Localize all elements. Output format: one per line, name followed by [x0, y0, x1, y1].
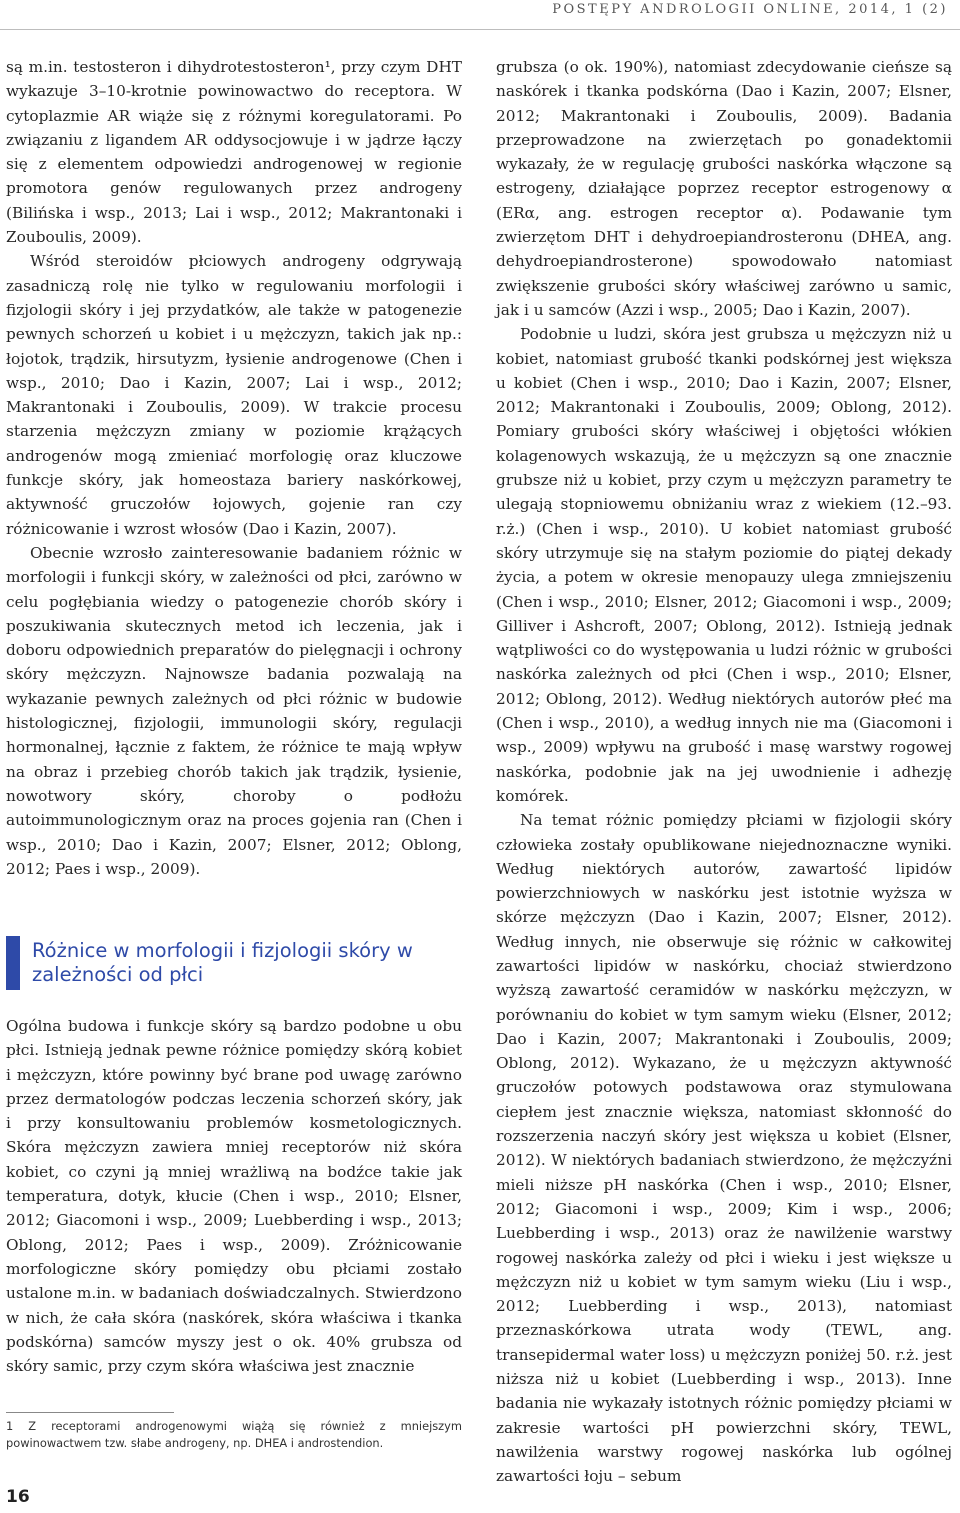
- right-paragraph-1: grubsza (o ok. 190%), natomiast zdecydowanie cieńsze są naskórek i tkanka podskórna (Dao i Kazin, 2007; Elsner, 2012; Makrantonaki i Zouboulis, 2009). Badania przeprowadzone na zwierzętach po gonadektomii wykazały, że w regulację grubości naskórka włączone są estrogeny, działające poprzez receptor estrogenowy α (ERα, ang. estrogen receptor α). Podawanie tym zwierzętom DHT i dehydroepiandrosteronu (DHEA, ang. dehydroepiandrosterone) spowodowało natomiast zwiększenie grubości skóry właściwej zarówno u samic, jak i u samców (Azzi i wsp., 2005; Dao i Kazin, 2007).: [496, 58, 952, 319]
- left-paragraph-3: Obecnie wzrosło zainteresowanie badaniem różnic w morfologii i funkcji skóry, w zależności od płci, zarówno w celu pogłębiania wiedzy o patogenezie chorób skóry i poszukiwania skutecznych metod ich leczenia, jak i doboru odpowiednich preparatów do pielęgnacji i ochrony skóry mężczyzn. Najnowsze badania pozwalają na wykazanie pewnych zależnych od płci różnic w budowie histologicznej, fizjologii, immunologii skóry, regulacji hormonalnej, łącznie z faktem, że różnice te mają wpływ na obraz i przebieg chorób takich jak trądzik, łysienie, nowotwory skóry, choroby o podłożu autoimmunologicznym oraz na proces gojenia ran (Chen i wsp., 2010; Dao i Kazin, 2007; Elsner, 2012; Oblong, 2012; Paes i wsp., 2009).: [6, 543, 462, 878]
- right-column: [496, 55, 952, 1489]
- footnote-rule: [6, 1412, 174, 1413]
- left-column: [6, 55, 462, 881]
- section-heading-text: Różnice w morfologii i fizjologii skóry w zależności od płci: [32, 939, 413, 986]
- left-paragraph-4: Ogólna budowa i funkcje skóry są bardzo podobne u obu płci. Istnieją jednak pewne różnice pomiędzy skórą kobiet i mężczyzn, które powinny być brane pod uwagę zarówno przez dermatologów podczas leczenia schorzeń skóry, jak i przy konsultowaniu problemów kosmetologicznych. Skóra mężczyzn zawiera mniej receptorów niż skóra kobiet, co czyni ją mniej wrażliwą na bodźce takie jak temperatura, dotyk, kłucie (Chen i wsp., 2010; Elsner, 2012; Giacomoni i wsp., 2009; Luebberding i wsp., 2013; Oblong, 2012; Paes i wsp., 2009). Zróżnicowanie morfologiczne skóry pomiędzy obu płciami zostało ustalone m.in. w badaniach doświadczalnych. Stwierdzono w nich, że cała skóra (naskórek, skóra właściwa i tkanka podskórna) samców myszy jest o ok. 40% grubsza od skóry samic, przy czym skóra właściwa jest znacznie: [6, 1017, 462, 1376]
- heading-accent-bar: [6, 936, 20, 990]
- footnote: 1 Z receptorami androgenowymi wiążą się również z mniejszym powinowactwem tzw. słabe androgeny, np. DHEA i androstendion.: [6, 1419, 462, 1450]
- running-header: POSTĘPY ANDROLOGII ONLINE, 2014, 1 (2): [552, 2, 948, 17]
- left-column-lower: [6, 1014, 462, 1378]
- right-paragraph-2: Podobnie u ludzi, skóra jest grubsza u mężczyzn niż u kobiet, natomiast grubość tkanki podskórnej jest większa u kobiet (Chen i wsp., 2010; Dao i Kazin, 2007; Elsner, 2012; Makrantonaki i Zouboulis, 2009; Oblong, 2012). Pomiary grubości skóry właściwej i objętości włókien kolagenowych wskazują, że u mężczyzn są one znacznie grubsze niż u kobiet, przy czym u mężczyzn parametry te ulegają stopniowemu obniżaniu wraz z wiekiem (12.–93. r.ż.) (Chen i wsp., 2010). U kobiet natomiast grubość skóry utrzymuje się na stałym poziomie do piątej dekady życia, a potem w okresie menopauzy ulega zmniejszeniu (Chen i wsp., 2010; Elsner, 2012; Giacomoni i wsp., 2009; Gilliver i Ashcroft, 2007; Oblong, 2012). Istnieją jednak wątpliwości co do występowania u ludzi różnic w grubości naskórka zależnych od płci (Chen i wsp., 2010; Elsner, 2012; Oblong, 2012). Według niektórych autorów płeć ma (Chen i wsp., 2010), a według innych nie ma (Giacomoni i wsp., 2009) wpływu na grubość i masę warstwy rogowej naskórka, podobnie jak na jej uwodnienie i adhezję komórek.: [496, 325, 952, 805]
- section-heading: [6, 936, 462, 992]
- left-paragraph-2: Wśród steroidów płciowych androgeny odgrywają zasadniczą rolę nie tylko w regulowaniu morfologii i fizjologii skóry i jej przydatków, ale także w patogenezie pewnych schorzeń u kobiet i u mężczyzn, takich jak np.: łojotok, trądzik, hirsutyzm, łysienie androgenowe (Chen i wsp., 2010; Dao i Kazin, 2007; Lai i wsp., 2012; Makrantonaki i Zouboulis, 2009). W trakcie procesu starzenia mężczyzn zmiany w poziomie krążących androgenów mogą zmieniać morfologię oraz kluczowe funkcje skóry, jak homeostaza bariery naskórkowej, aktywność gruczołów łojowych, gojenie ran czy różnicowanie i wzrost włosów (Dao i Kazin, 2007).: [6, 252, 462, 538]
- right-paragraph-3: Na temat różnic pomiędzy płciami w fizjologii skóry człowieka zostały opublikowane niejednoznaczne wyniki. Według niektórych autorów, zawartość lipidów powierzchniowych w naskórku jest istotnie wyższa w skórze mężczyzn (Dao i Kazin, 2007; Elsner, 2012). Według innych, nie obserwuje się różnic w całkowitej zawartości lipidów w naskórku, chociaż stwierdzono wyższą zawartość ceramidów w naskórku mężczyzn, w porównaniu do kobiet w tym samym wieku (Elsner, 2012; Dao i Kazin, 2007; Makrantonaki i Zouboulis, 2009; Oblong, 2012). Wykazano, że u mężczyzn aktywność gruczołów potowych podstawowa oraz stymulowana ciepłem jest znacznie większa, natomiast skłonność do rozszerzenia naczyń skóry jest większa u kobiet (Elsner, 2012). W niektórych badaniach stwierdzono, że mężczyźni mieli niższe pH naskórka (Chen i wsp., 2010; Elsner, 2012; Giacomoni i wsp., 2009; Kim i wsp., 2006; Luebberding i wsp., 2013) oraz że nawilżenie warstwy rogowej naskórka zależy od płci i wieku i jest większe u mężczyzn niż u kobiet w tym samym wieku (Liu i wsp., 2012; Luebberding i wsp., 2013), natomiast przeznaskórkowa utrata wody (TEWL, ang. transepidermal water loss) u mężczyzn poniżej 50. r.ż. jest niższa niż u kobiet (Luebberding i wsp., 2013). Inne badania nie wykazały istotnych różnic pomiędzy płciami w zakresie wartości pH powierzchni skóry, TEWL, nawilżenia warstwy rogowej naskórka lub ogólnej zawartości łoju – sebum: [496, 811, 952, 1486]
- page-number: 16: [6, 1487, 30, 1507]
- header-rule: [0, 29, 960, 30]
- left-paragraph-1: są m.in. testosteron i dihydrotestosteron¹, przy czym DHT wykazuje 3–10-krotnie powinowactwo do receptora. W cytoplazmie AR wiąże się z różnymi koregulatorami. Po związaniu z ligandem AR oddysocjowuje i w jądrze łączy się z elementem odpowiedzi androgenowej w regionie promotora genów regulowanych przez androgeny (Bilińska i wsp., 2013; Lai i wsp., 2012; Makrantonaki i Zouboulis, 2009).: [6, 58, 462, 247]
